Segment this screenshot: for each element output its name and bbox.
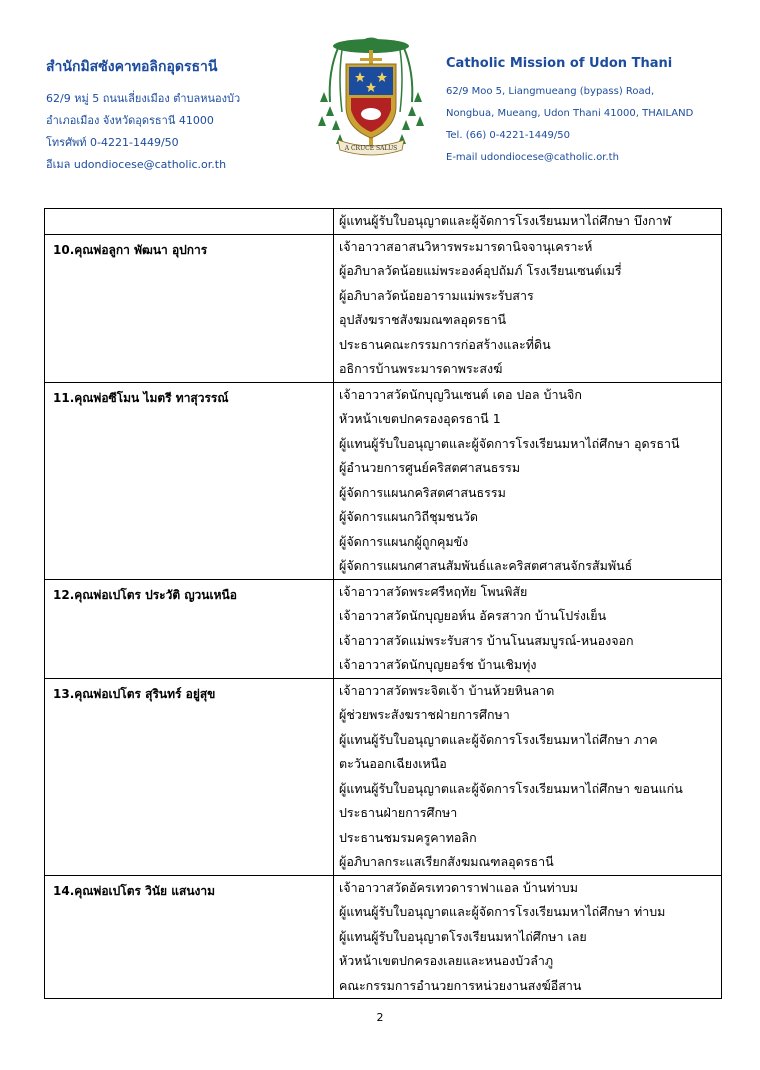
duty-item: ผู้แทนผู้รับใบอนุญาตและผู้จัดการโรงเรียนมหาไถ่ศึกษา อุดรธานี [339,435,680,451]
duty-item: เจ้าอาวาสวัดนักบุญยอห์น อัครสาวก บ้านโปร่งเย็น [339,608,607,623]
table-row [45,875,722,999]
email-line: E-mail udondiocese@catholic.or.th [446,152,619,163]
clergy-duties-table [44,208,722,999]
phone-line: โทรศัพท์ 0-4221-1449/50 [46,136,179,149]
letterhead-english [446,56,746,169]
duty-item: ผู้อภิบาลวัดน้อยแม่พระองค์อุปถัมภ์ โรงเรียนเซนต์เมรี่ [339,263,622,278]
duty-item: ผู้แทนผู้รับใบอนุญาตและผู้จัดการโรงเรียนมหาไถ่ศึกษา ท่าบม [339,904,666,919]
motto-text: A CRUCE SALUS [344,145,398,152]
table-row [45,209,722,235]
address-line: อำเภอเมือง จังหวัดอุดรธานี 41000 [46,114,214,127]
letterhead [0,0,760,200]
duty-item: ประธานคณะกรรมการก่อสร้างและที่ดิน [339,336,551,352]
address-line: 62/9 หมู่ 5 ถนนเลี่ยงเมือง ตำบลหนองบัว [46,92,241,105]
duty-item: ผู้อภิบาลกระแสเรียกสังฆมณฑลอุดรธานี [339,854,554,869]
diocese-coat-of-arms-logo [316,32,426,160]
table-row [45,382,722,579]
duty-item: ประธานฝ่ายการศึกษา [339,805,458,820]
duty-item: ผู้ช่วยพระสังฆราชฝ่ายการศึกษา [339,707,510,722]
table-row [45,234,722,382]
priest-name: 11.คุณพ่อซีโมน ไมตรี ทาสุวรรณ์ [45,382,334,579]
phone-line: Tel. (66) 0-4221-1449/50 [446,130,570,141]
email-line: อีเมล udondiocese@catholic.or.th [46,158,227,171]
duty-item: ผู้จัดการแผนกวิถีชุมชนวัด [339,509,479,524]
duties-cell [334,209,722,235]
duty-item: ผู้แทนผู้รับใบอนุญาตและผู้จัดการโรงเรียนมหาไถ่ศึกษา ขอนแก่น [339,780,683,796]
duty-item: ผู้อำนวยการศูนย์คริสตศาสนธรรม [339,460,521,475]
priest-name: 12.คุณพ่อเปโตร ประวัติ ญวนเหนือ [45,579,334,678]
duty-item: อุปสังฆราชสังฆมณฑลอุดรธานี [339,312,507,327]
duty-item: เจ้าอาวาสวัดอัครเทวดาราฟาแอล บ้านท่าบม [339,879,578,895]
duty-item: อธิการบ้านพระมารดาพระสงฆ์ [339,361,503,376]
duties-cell [334,678,722,875]
table-row [45,678,722,875]
duty-item: ผู้แทนผู้รับใบอนุญาตและผู้จัดการโรงเรียนมหาไถ่ศึกษา ภาค [339,731,658,747]
duty-item: เจ้าอาวาสวัดแม่พระรับสาร บ้านโนนสมบูรณ์-หนองจอก [339,632,634,648]
duties-cell [334,875,722,999]
duty-item: ผู้แทนผู้รับใบอนุญาตโรงเรียนมหาไถ่ศึกษา เลย [339,928,587,944]
duty-item: เจ้าอาวาสวัดพระจิตเจ้า บ้านห้วยหินลาด [339,682,555,698]
duties-cell [334,234,722,382]
duty-item: เจ้าอาวาสวัดนักบุญยอร์ช บ้านเชิมทุ่ง [339,657,537,672]
duty-item: ผู้จัดการแผนกผู้ถูกคุมขัง [339,533,469,549]
duty-item: ตะวันออกเฉียงเหนือ [339,756,447,771]
priest-name: 14.คุณพ่อเปโตร วินัย แสนงาม [45,875,334,999]
duty-item: ผู้จัดการแผนกคริสตศาสนธรรม [339,484,506,500]
table-row [45,579,722,678]
priest-name [45,209,334,235]
duty-item: เจ้าอาวาสวัดนักบุญวินเซนต์ เดอ ปอล บ้านจิก [339,386,582,402]
duty-item: คณะกรรมการอำนวยการหน่วยงานสงฆ์อีสาน [339,977,582,993]
duty-item: ผู้จัดการแผนกศาสนสัมพันธ์และคริสตศาสนจักรสัมพันธ์ [339,558,633,573]
duty-item: เจ้าอาวาสวัดพระศรีหฤทัย โพนพิสัย [339,583,528,599]
org-title-thai: สำนักมิสซังคาทอลิกอุดรธานี [46,59,218,75]
duties-cell [334,579,722,678]
priest-name: 10.คุณพ่อลูกา พัฒนา อุปการ [45,234,334,382]
page-number: 2 [376,1011,384,1024]
priest-name: 13.คุณพ่อเปโตร สุรินทร์ อยู่สุข [45,678,334,875]
letterhead-thai [46,56,316,176]
address-line: Nongbua, Mueang, Udon Thani 41000, THAILAND [446,108,694,119]
address-line: 62/9 Moo 5, Liangmueang (bypass) Road, [446,86,655,97]
duty-item: ผู้แทนผู้รับใบอนุญาตและผู้จัดการโรงเรียนมหาไถ่ศึกษา บึงกาฬ [339,213,672,228]
duties-cell [334,382,722,579]
duty-item: ประธานชมรมครูคาทอลิก [339,829,477,845]
duty-item: หัวหน้าเขตปกครองอุดรธานี 1 [339,411,501,426]
org-title-english: Catholic Mission of Udon Thani [446,56,673,71]
duty-item: เจ้าอาวาสอาสนวิหารพระมารดานิจจานุเคราะห์ [339,238,593,254]
duty-item: หัวหน้าเขตปกครองเลยและหนองบัวลำภู [339,953,554,968]
duty-item: ผู้อภิบาลวัดน้อยอารามแม่พระรับสาร [339,287,534,303]
